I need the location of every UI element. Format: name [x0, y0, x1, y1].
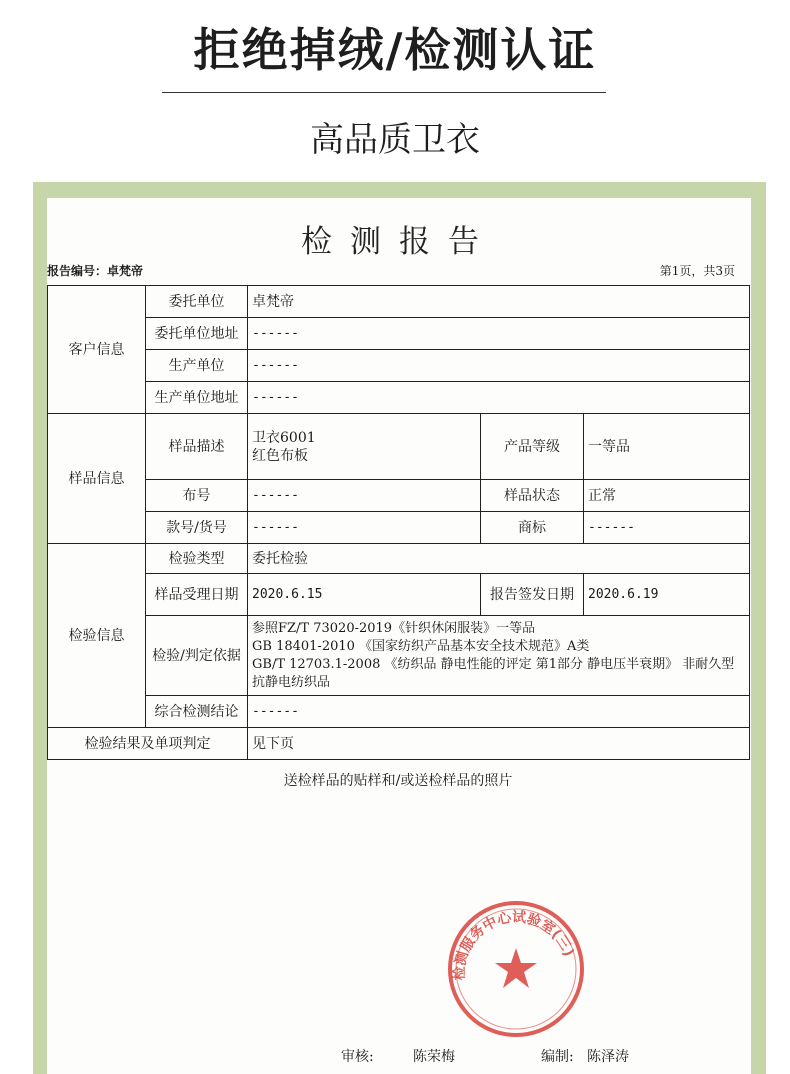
producer-address-value: ------: [248, 382, 750, 414]
entrust-unit-label: 委托单位: [146, 286, 248, 318]
seal-text: 检测服务中心试验室(三): [451, 909, 577, 981]
report-title: 检测报告: [301, 224, 497, 260]
cloth-no-label: 布号: [146, 480, 248, 512]
basis-line3: GB/T 12703.1-2008 《纺织品 静电性能的评定 第1部分 静电压半衰期》 非耐久型抗静电纺织品: [252, 656, 735, 690]
table-row: [48, 350, 750, 382]
sample-desc-value: [248, 414, 481, 480]
hero-divider: [162, 92, 606, 93]
result-value: 见下页: [248, 728, 750, 760]
table-row: [48, 480, 750, 512]
style-no-value: ------: [248, 512, 481, 544]
official-seal-stamp: [445, 898, 587, 1040]
sample-state-label: 样品状态: [481, 480, 584, 512]
style-no-label: 款号/货号: [146, 512, 248, 544]
basis-value: [248, 616, 750, 696]
report-number-value: 卓梵帝: [107, 264, 144, 278]
sample-desc-line1: 卫衣6001: [252, 429, 316, 446]
reviewer-name: 陈荣梅: [413, 1049, 455, 1065]
editor-label: 编制:: [541, 1049, 574, 1065]
sample-desc-line2: 红色布板: [252, 447, 308, 464]
cloth-no-value: ------: [248, 480, 481, 512]
table-row: [48, 414, 750, 480]
basis-line1: 参照FZ/T 73020-2019《针织休闲服装》一等品: [252, 620, 536, 636]
receive-date-value: 2020.6.15: [248, 574, 481, 616]
product-grade-value: 一等品: [584, 414, 750, 480]
issue-date-value: 2020.6.19: [584, 574, 750, 616]
table-row: [48, 696, 750, 728]
report-table: [47, 285, 750, 760]
table-row: [48, 616, 750, 696]
report-number: [47, 262, 143, 279]
table-row: [48, 286, 750, 318]
conclusion-value: ------: [248, 696, 750, 728]
producer-label: 生产单位: [146, 350, 248, 382]
sample-state-value: 正常: [584, 480, 750, 512]
table-row: [48, 382, 750, 414]
basis-label: 检验/判定依据: [146, 616, 248, 696]
entrust-unit-value: 卓梵帝: [248, 286, 750, 318]
receive-date-label: 样品受理日期: [146, 574, 248, 616]
table-row: [48, 728, 750, 760]
result-label: 检验结果及单项判定: [48, 728, 248, 760]
group-client-label: 客户信息: [48, 286, 146, 414]
hero-title: 拒绝掉绒/检测认证: [193, 23, 597, 77]
hero-subtitle: 高品质卫衣: [310, 120, 480, 160]
brand-value: ------: [584, 512, 750, 544]
producer-value: ------: [248, 350, 750, 382]
sample-desc-label: 样品描述: [146, 414, 248, 480]
table-row: [48, 512, 750, 544]
report-paper: [47, 198, 751, 1074]
product-grade-label: 产品等级: [481, 414, 584, 480]
report-number-label: 报告编号：: [47, 264, 108, 278]
issue-date-label: 报告签发日期: [481, 574, 584, 616]
entrust-address-value: ------: [248, 318, 750, 350]
editor-name: 陈泽涛: [587, 1049, 629, 1065]
group-sample-label: 样品信息: [48, 414, 146, 544]
reviewer-label: 审核:: [341, 1049, 374, 1065]
producer-address-label: 生产单位地址: [146, 382, 248, 414]
table-row: [48, 318, 750, 350]
entrust-address-label: 委托单位地址: [146, 318, 248, 350]
table-row: [48, 544, 750, 574]
inspection-type-value: 委托检验: [248, 544, 750, 574]
page-indicator: 第1页，共3页: [659, 264, 735, 278]
basis-line2: GB 18401-2010 《国家纺织产品基本安全技术规范》A类: [252, 638, 590, 654]
group-inspection-label: 检验信息: [48, 544, 146, 728]
brand-label: 商标: [481, 512, 584, 544]
table-row: [48, 574, 750, 616]
conclusion-label: 综合检测结论: [146, 696, 248, 728]
inspection-type-label: 检验类型: [146, 544, 248, 574]
photo-caption: 送检样品的贴样和/或送检样品的照片: [283, 773, 513, 789]
